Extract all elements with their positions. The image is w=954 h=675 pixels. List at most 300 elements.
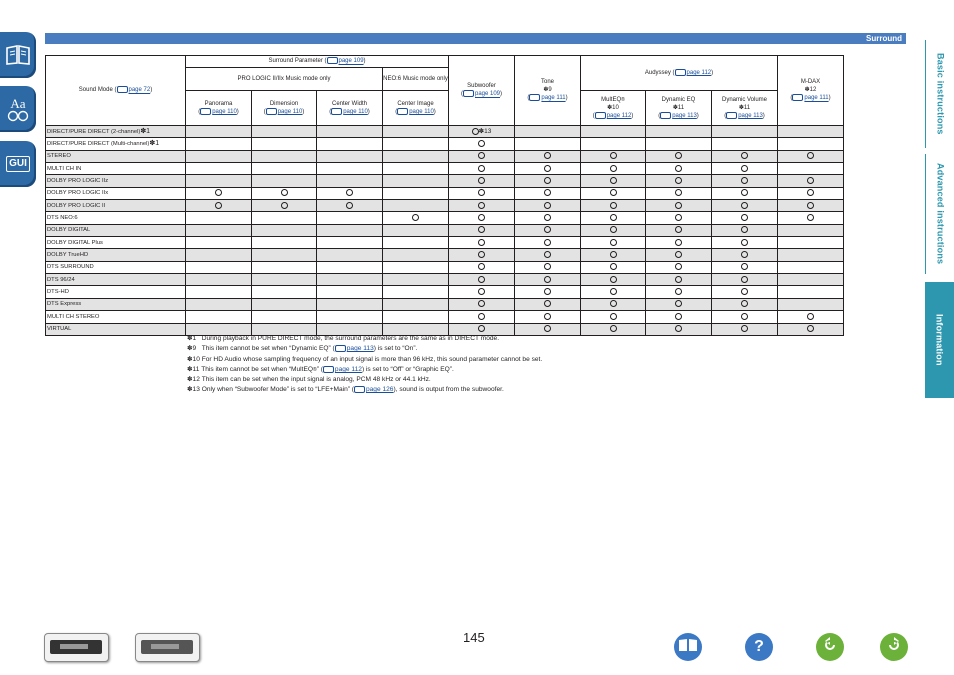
page-link-icon: [529, 94, 540, 101]
gui-tab[interactable]: [0, 141, 36, 187]
table-row: [46, 126, 844, 138]
available-circle-icon: [544, 288, 551, 295]
table-cell: [646, 224, 712, 236]
footnote: ✽9 This item cannot be set when “Dynamic EQ” ( page 113) is set to “On”.: [187, 345, 418, 353]
page-link-icon: [117, 86, 128, 93]
table-cell: [581, 212, 646, 224]
table-cell: [778, 274, 844, 286]
page-link[interactable]: page 126: [365, 386, 394, 394]
table-cell: [515, 298, 581, 310]
sound-mode-name: DTS 96/24: [46, 274, 186, 286]
table-cell: [383, 163, 449, 175]
page-link[interactable]: page 112: [686, 70, 712, 77]
center-image-header: Center Image ( page 110): [383, 91, 449, 126]
table-cell: [646, 150, 712, 162]
available-circle-icon: [807, 152, 814, 159]
table-cell: [383, 175, 449, 187]
available-circle-icon: [610, 165, 617, 172]
available-circle-icon: [675, 288, 682, 295]
page-link[interactable]: page 109: [474, 91, 501, 98]
table-cell: [778, 323, 844, 335]
table-cell: [646, 138, 712, 150]
table-cell: [317, 298, 383, 310]
available-circle-icon: [544, 202, 551, 209]
available-circle-icon: [741, 276, 748, 283]
table-cell: [317, 150, 383, 162]
page-link[interactable]: page 113: [738, 113, 763, 120]
table-cell: [186, 249, 252, 261]
available-circle-icon: [675, 226, 682, 233]
table-row: [46, 261, 844, 273]
table-cell: [449, 187, 515, 199]
available-circle-icon: [610, 288, 617, 295]
footnote: ✽13 Only when “Subwoofer Mode” is set to “LFE+Main” ( page 126), sound is output from the subwoofer.: [187, 386, 504, 394]
sound-mode-name: DOLBY DIGITAL Plus: [46, 237, 186, 249]
available-circle-icon: [478, 226, 485, 233]
table-cell: [186, 237, 252, 249]
sound-mode-name: VIRTUAL: [46, 323, 186, 335]
dynamic-eq-header: Dynamic EQ ✽11 ( page 113): [646, 91, 712, 126]
table-row: [46, 187, 844, 199]
available-circle-icon: [544, 226, 551, 233]
front-panel-button[interactable]: [44, 633, 109, 662]
page-link[interactable]: page 110: [212, 109, 237, 116]
audyssey-header: Audyssey ( page 112): [581, 56, 778, 91]
table-cell: [449, 163, 515, 175]
table-cell: [317, 224, 383, 236]
table-cell: [186, 298, 252, 310]
available-circle-icon: [675, 202, 682, 209]
table-cell: [252, 224, 317, 236]
table-cell: [186, 150, 252, 162]
table-cell: [252, 138, 317, 150]
table-cell: [646, 163, 712, 175]
sound-mode-header: Sound Mode ( page 72): [46, 56, 186, 126]
sound-mode-name: DTS NEO:6: [46, 212, 186, 224]
available-circle-icon: [741, 152, 748, 159]
table-cell: [383, 200, 449, 212]
available-circle-icon: [741, 226, 748, 233]
front-panel-icon: [50, 640, 102, 654]
table-cell: [252, 126, 317, 138]
available-circle-icon: [478, 325, 485, 332]
page-link[interactable]: page 111: [804, 95, 829, 102]
forward-icon: [885, 636, 903, 659]
table-cell: [712, 249, 778, 261]
table-cell: [449, 298, 515, 310]
sound-mode-name: MULTI CH STEREO: [46, 311, 186, 323]
dynamic-volume-header: Dynamic Volume ✽11 ( page 113): [712, 91, 778, 126]
table-cell: [581, 298, 646, 310]
table-cell: [317, 138, 383, 150]
table-cell: [186, 200, 252, 212]
available-circle-icon: [807, 177, 814, 184]
available-circle-icon: [610, 189, 617, 196]
table-cell: [646, 212, 712, 224]
page-link[interactable]: page 111: [541, 95, 566, 102]
table-cell: [778, 187, 844, 199]
table-cell: [712, 138, 778, 150]
table-cell: [515, 286, 581, 298]
table-cell: [712, 311, 778, 323]
table-cell: [712, 323, 778, 335]
table-row: [46, 286, 844, 298]
available-circle-icon: [478, 214, 485, 221]
text-tab[interactable]: [0, 86, 36, 132]
remote-button[interactable]: [135, 633, 200, 662]
table-cell: [186, 274, 252, 286]
table-cell: [712, 187, 778, 199]
table-cell: [317, 274, 383, 286]
footnote: ✽11 This item cannot be set when “MultEQ®” ( page 112) is set to “Off” or “Graphic EQ”.: [187, 365, 454, 373]
table-cell: [449, 274, 515, 286]
available-circle-icon: [741, 288, 748, 295]
table-cell: [186, 175, 252, 187]
sound-mode-name: MULTI CH IN: [46, 163, 186, 175]
tab-basic-instructions[interactable]: [925, 40, 954, 148]
contents-button[interactable]: [674, 633, 702, 661]
available-circle-icon: [675, 239, 682, 246]
table-cell: [317, 163, 383, 175]
available-circle-icon: [478, 189, 485, 196]
table-cell: [317, 175, 383, 187]
table-cell: [646, 175, 712, 187]
available-circle-icon: [807, 214, 814, 221]
tab-label: Advanced instructions: [935, 163, 946, 265]
page-link-icon: [463, 90, 474, 97]
contents-book-icon: [678, 638, 698, 657]
table-cell: [186, 138, 252, 150]
tab-information[interactable]: [925, 282, 954, 398]
available-circle-icon: [544, 263, 551, 270]
available-circle-icon: [741, 177, 748, 184]
font-aa-icon: Aa: [4, 92, 32, 126]
table-cell: [515, 249, 581, 261]
table-cell: [449, 200, 515, 212]
table-cell: [778, 138, 844, 150]
table-cell: [252, 249, 317, 261]
table-cell: [383, 150, 449, 162]
table-cell: [581, 224, 646, 236]
table-row: [46, 175, 844, 187]
table-cell: [712, 212, 778, 224]
available-circle-icon: [675, 313, 682, 320]
available-circle-icon: [544, 214, 551, 221]
table-cell: [581, 323, 646, 335]
page-link[interactable]: page 110: [409, 109, 434, 116]
available-circle-icon: [544, 165, 551, 172]
surround-parameter-table: [45, 55, 844, 336]
available-circle-icon: [412, 214, 419, 221]
available-circle-icon: [807, 202, 814, 209]
available-circle-icon: [478, 263, 485, 270]
table-cell: [252, 187, 317, 199]
table-cell: [449, 224, 515, 236]
dimension-header: Dimension ( page 110): [252, 91, 317, 126]
table-cell: ✽13: [449, 126, 515, 138]
table-cell: [515, 163, 581, 175]
table-cell: [581, 175, 646, 187]
back-icon: [821, 636, 839, 659]
available-circle-icon: [544, 251, 551, 258]
table-cell: [515, 126, 581, 138]
page-link[interactable]: page 112: [334, 365, 362, 373]
help-button[interactable]: [745, 633, 773, 661]
table-cell: [317, 126, 383, 138]
table-cell: [383, 212, 449, 224]
table-cell: [252, 261, 317, 273]
page-link-icon: [675, 69, 686, 76]
sound-mode-name: DOLBY DIGITAL: [46, 224, 186, 236]
available-circle-icon: [741, 214, 748, 221]
page-link-icon: [792, 94, 803, 101]
table-cell: [515, 212, 581, 224]
available-circle-icon: [281, 189, 288, 196]
table-row: [46, 298, 844, 310]
table-cell: [383, 249, 449, 261]
table-cell: [317, 311, 383, 323]
back-button[interactable]: [816, 633, 844, 661]
table-cell: [778, 311, 844, 323]
table-cell: [317, 261, 383, 273]
table-cell: [186, 187, 252, 199]
available-circle-icon: [472, 128, 479, 135]
table-cell: [317, 212, 383, 224]
available-circle-icon: [610, 214, 617, 221]
table-cell: [383, 274, 449, 286]
table-cell: [186, 311, 252, 323]
table-row: [46, 212, 844, 224]
available-circle-icon: [741, 251, 748, 258]
table-cell: [252, 163, 317, 175]
table-cell: [252, 150, 317, 162]
table-cell: [449, 286, 515, 298]
table-cell: [383, 298, 449, 310]
table-cell: [252, 311, 317, 323]
available-circle-icon: [675, 263, 682, 270]
page-link[interactable]: page 112: [606, 113, 632, 120]
table-cell: [383, 224, 449, 236]
available-circle-icon: [478, 239, 485, 246]
table-cell: [646, 274, 712, 286]
table-cell: [186, 224, 252, 236]
table-cell: [515, 200, 581, 212]
table-cell: [778, 150, 844, 162]
table-cell: [252, 274, 317, 286]
available-circle-icon: [544, 189, 551, 196]
table-cell: [712, 261, 778, 273]
available-circle-icon: [478, 288, 485, 295]
plii-music-header: PRO LOGIC II/IIx Music mode only: [186, 68, 383, 91]
table-cell: [252, 175, 317, 187]
table-row: [46, 249, 844, 261]
table-cell: [317, 187, 383, 199]
gui-icon: GUI: [4, 147, 32, 181]
sound-mode-name: DIRECT/PURE DIRECT (Multi-channel)✽1: [46, 138, 186, 150]
sound-mode-name: DOLBY PRO LOGIC IIz: [46, 175, 186, 187]
center-width-header: Center Width ( page 110): [317, 91, 383, 126]
table-cell: [712, 163, 778, 175]
table-cell: [383, 286, 449, 298]
available-circle-icon: [610, 276, 617, 283]
table-cell: [186, 261, 252, 273]
available-circle-icon: [741, 263, 748, 270]
table-cell: [449, 138, 515, 150]
table-cell: [712, 150, 778, 162]
table-cell: [515, 237, 581, 249]
table-cell: [712, 224, 778, 236]
available-circle-icon: [741, 325, 748, 332]
table-row: [46, 224, 844, 236]
table-cell: [778, 126, 844, 138]
available-circle-icon: [741, 189, 748, 196]
table-cell: [778, 237, 844, 249]
table-cell: [712, 298, 778, 310]
available-circle-icon: [478, 202, 485, 209]
available-circle-icon: [675, 165, 682, 172]
available-circle-icon: [610, 152, 617, 159]
table-cell: [712, 286, 778, 298]
table-cell: [383, 138, 449, 150]
table-cell: [778, 163, 844, 175]
table-cell: [449, 237, 515, 249]
available-circle-icon: [544, 313, 551, 320]
table-cell: [449, 212, 515, 224]
available-circle-icon: [610, 251, 617, 258]
available-circle-icon: [544, 152, 551, 159]
forward-button[interactable]: [880, 633, 908, 661]
sound-mode-name: DOLBY TrueHD: [46, 249, 186, 261]
table-cell: [778, 261, 844, 273]
table-cell: [252, 286, 317, 298]
available-circle-icon: [675, 189, 682, 196]
table-cell: [581, 138, 646, 150]
available-circle-icon: [544, 177, 551, 184]
table-cell: [778, 249, 844, 261]
table-cell: [515, 261, 581, 273]
available-circle-icon: [478, 177, 485, 184]
page-link[interactable]: page 110: [343, 109, 368, 116]
table-cell: [778, 212, 844, 224]
table-cell: [778, 286, 844, 298]
available-circle-icon: [741, 313, 748, 320]
table-cell: [252, 298, 317, 310]
table-cell: [449, 175, 515, 187]
available-circle-icon: [675, 214, 682, 221]
table-cell: [515, 311, 581, 323]
footnote: ✽1 During playback in PURE DIRECT mode, the surround parameters are the same as in DIRECT mode.: [187, 335, 500, 342]
available-circle-icon: [675, 325, 682, 332]
tab-advanced-instructions[interactable]: [925, 154, 954, 274]
table-cell: [383, 187, 449, 199]
table-row: [46, 163, 844, 175]
table-cell: [646, 323, 712, 335]
footnotes: [187, 334, 542, 396]
table-cell: [449, 311, 515, 323]
sound-mode-name: DTS Express: [46, 298, 186, 310]
table-cell: [317, 249, 383, 261]
table-cell: [383, 261, 449, 273]
table-cell: [186, 212, 252, 224]
help-icon: ?: [754, 638, 764, 655]
page-link[interactable]: page 72: [128, 87, 151, 94]
table-cell: [449, 249, 515, 261]
table-row: [46, 150, 844, 162]
available-circle-icon: [610, 239, 617, 246]
table-cell: [581, 200, 646, 212]
available-circle-icon: [478, 140, 485, 147]
available-circle-icon: [610, 313, 617, 320]
table-row: [46, 200, 844, 212]
page-link[interactable]: page 110: [277, 109, 303, 116]
table-cell: [186, 163, 252, 175]
table-cell: [515, 274, 581, 286]
table-row: [46, 237, 844, 249]
table-cell: [317, 286, 383, 298]
table-row: [46, 274, 844, 286]
available-circle-icon: [610, 202, 617, 209]
available-circle-icon: [346, 202, 353, 209]
table-cell: [581, 311, 646, 323]
table-cell: [712, 126, 778, 138]
available-circle-icon: [478, 276, 485, 283]
available-circle-icon: [478, 313, 485, 320]
available-circle-icon: [610, 300, 617, 307]
mdax-header: M-DAX ✽12 ( page 111): [778, 56, 844, 126]
remote-icon: [141, 640, 193, 654]
table-cell: [712, 237, 778, 249]
table-cell: [581, 187, 646, 199]
available-circle-icon: [675, 276, 682, 283]
available-circle-icon: [741, 202, 748, 209]
table-cell: [646, 249, 712, 261]
available-circle-icon: [741, 165, 748, 172]
page-link[interactable]: page 113: [672, 113, 697, 120]
section-title: Surround: [866, 34, 902, 43]
table-cell: [317, 200, 383, 212]
available-circle-icon: [544, 239, 551, 246]
sound-mode-name: DOLBY PRO LOGIC IIx: [46, 187, 186, 199]
table-cell: [515, 187, 581, 199]
available-circle-icon: [215, 189, 222, 196]
available-circle-icon: [478, 165, 485, 172]
sound-mode-name: DOLBY PRO LOGIC II: [46, 200, 186, 212]
table-cell: [581, 126, 646, 138]
tab-label: Information: [934, 314, 945, 366]
sound-mode-name: DTS SURROUND: [46, 261, 186, 273]
available-circle-icon: [675, 152, 682, 159]
table-cell: [646, 126, 712, 138]
table-cell: [515, 224, 581, 236]
sound-mode-name: STEREO: [46, 150, 186, 162]
manual-tab[interactable]: [0, 32, 36, 78]
page-link[interactable]: page 109: [338, 58, 364, 65]
table-cell: [515, 150, 581, 162]
multeq-header: MultEQ® ✽10 ( page 112): [581, 91, 646, 126]
table-cell: [186, 126, 252, 138]
sound-mode-name: DIRECT/PURE DIRECT (2-channel)✽1: [46, 126, 186, 138]
page-link[interactable]: page 113: [346, 345, 374, 353]
table-cell: [515, 175, 581, 187]
table-cell: [646, 286, 712, 298]
footnote: ✽10 For HD Audio whose sampling frequency of an input signal is more than 96 kHz, this sound parameter cannot be set.: [187, 355, 543, 363]
table-cell: [252, 200, 317, 212]
available-circle-icon: [741, 239, 748, 246]
table-cell: [383, 237, 449, 249]
table-cell: [581, 274, 646, 286]
panorama-header: Panorama ( page 110): [186, 91, 252, 126]
available-circle-icon: [281, 202, 288, 209]
